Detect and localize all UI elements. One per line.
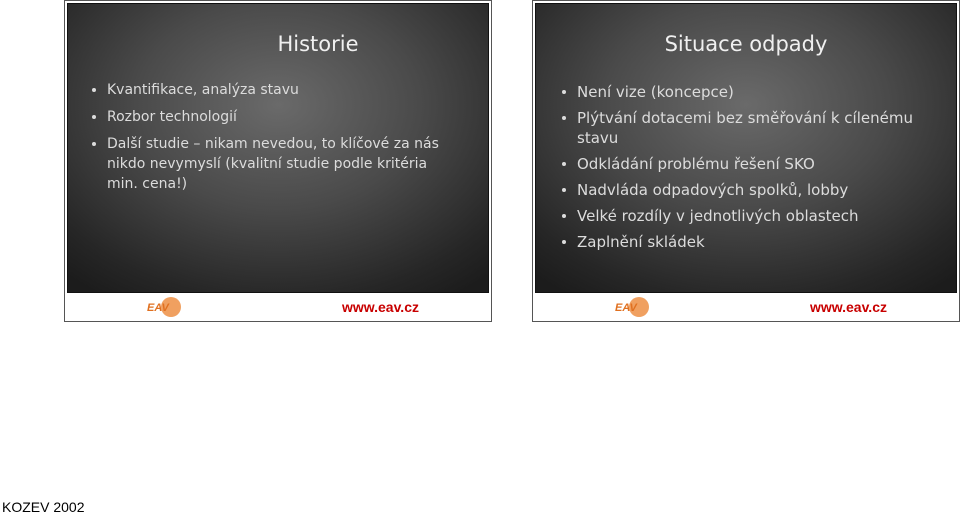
slide-situace-odpady — [532, 0, 960, 322]
bullet-item: Velké rozdíly v jednotlivých oblastech — [559, 206, 929, 226]
slide-footer — [67, 295, 489, 319]
svg-text:EAV: EAV — [147, 302, 169, 314]
bullet-item: Zaplnění skládek — [559, 232, 929, 252]
eav-logo — [613, 296, 653, 318]
bullet-list — [89, 80, 449, 201]
website-link[interactable]: www.eav.cz — [809, 299, 887, 315]
eav-logo — [145, 296, 185, 318]
document-footer-label: KOZEV 2002 — [2, 499, 85, 515]
svg-text:EAV: EAV — [615, 302, 637, 314]
slide-content — [535, 3, 957, 293]
slide-footer — [535, 295, 957, 319]
slide-content — [67, 3, 489, 293]
bullet-item: Nadvláda odpadových spolků, lobby — [559, 180, 929, 200]
slide-historie — [64, 0, 492, 322]
slide-title: Situace odpady — [664, 32, 828, 56]
bullet-item: Není vize (koncepce) — [559, 82, 929, 102]
bullet-item: Plýtvání dotacemi bez směřování k cílenému stavu — [559, 108, 929, 148]
bullet-list — [559, 82, 929, 258]
bullet-item: Rozbor technologií — [89, 107, 449, 127]
bullet-item: Odkládání problému řešení SKO — [559, 154, 929, 174]
bullet-item: Další studie – nikam nevedou, to klíčové za nás nikdo nevymyslí (kvalitní studie podle kritéria min. cena!) — [89, 134, 449, 194]
bullet-item: Kvantifikace, analýza stavu — [89, 80, 449, 100]
slide-title: Historie — [277, 32, 359, 56]
website-link[interactable]: www.eav.cz — [341, 299, 419, 315]
